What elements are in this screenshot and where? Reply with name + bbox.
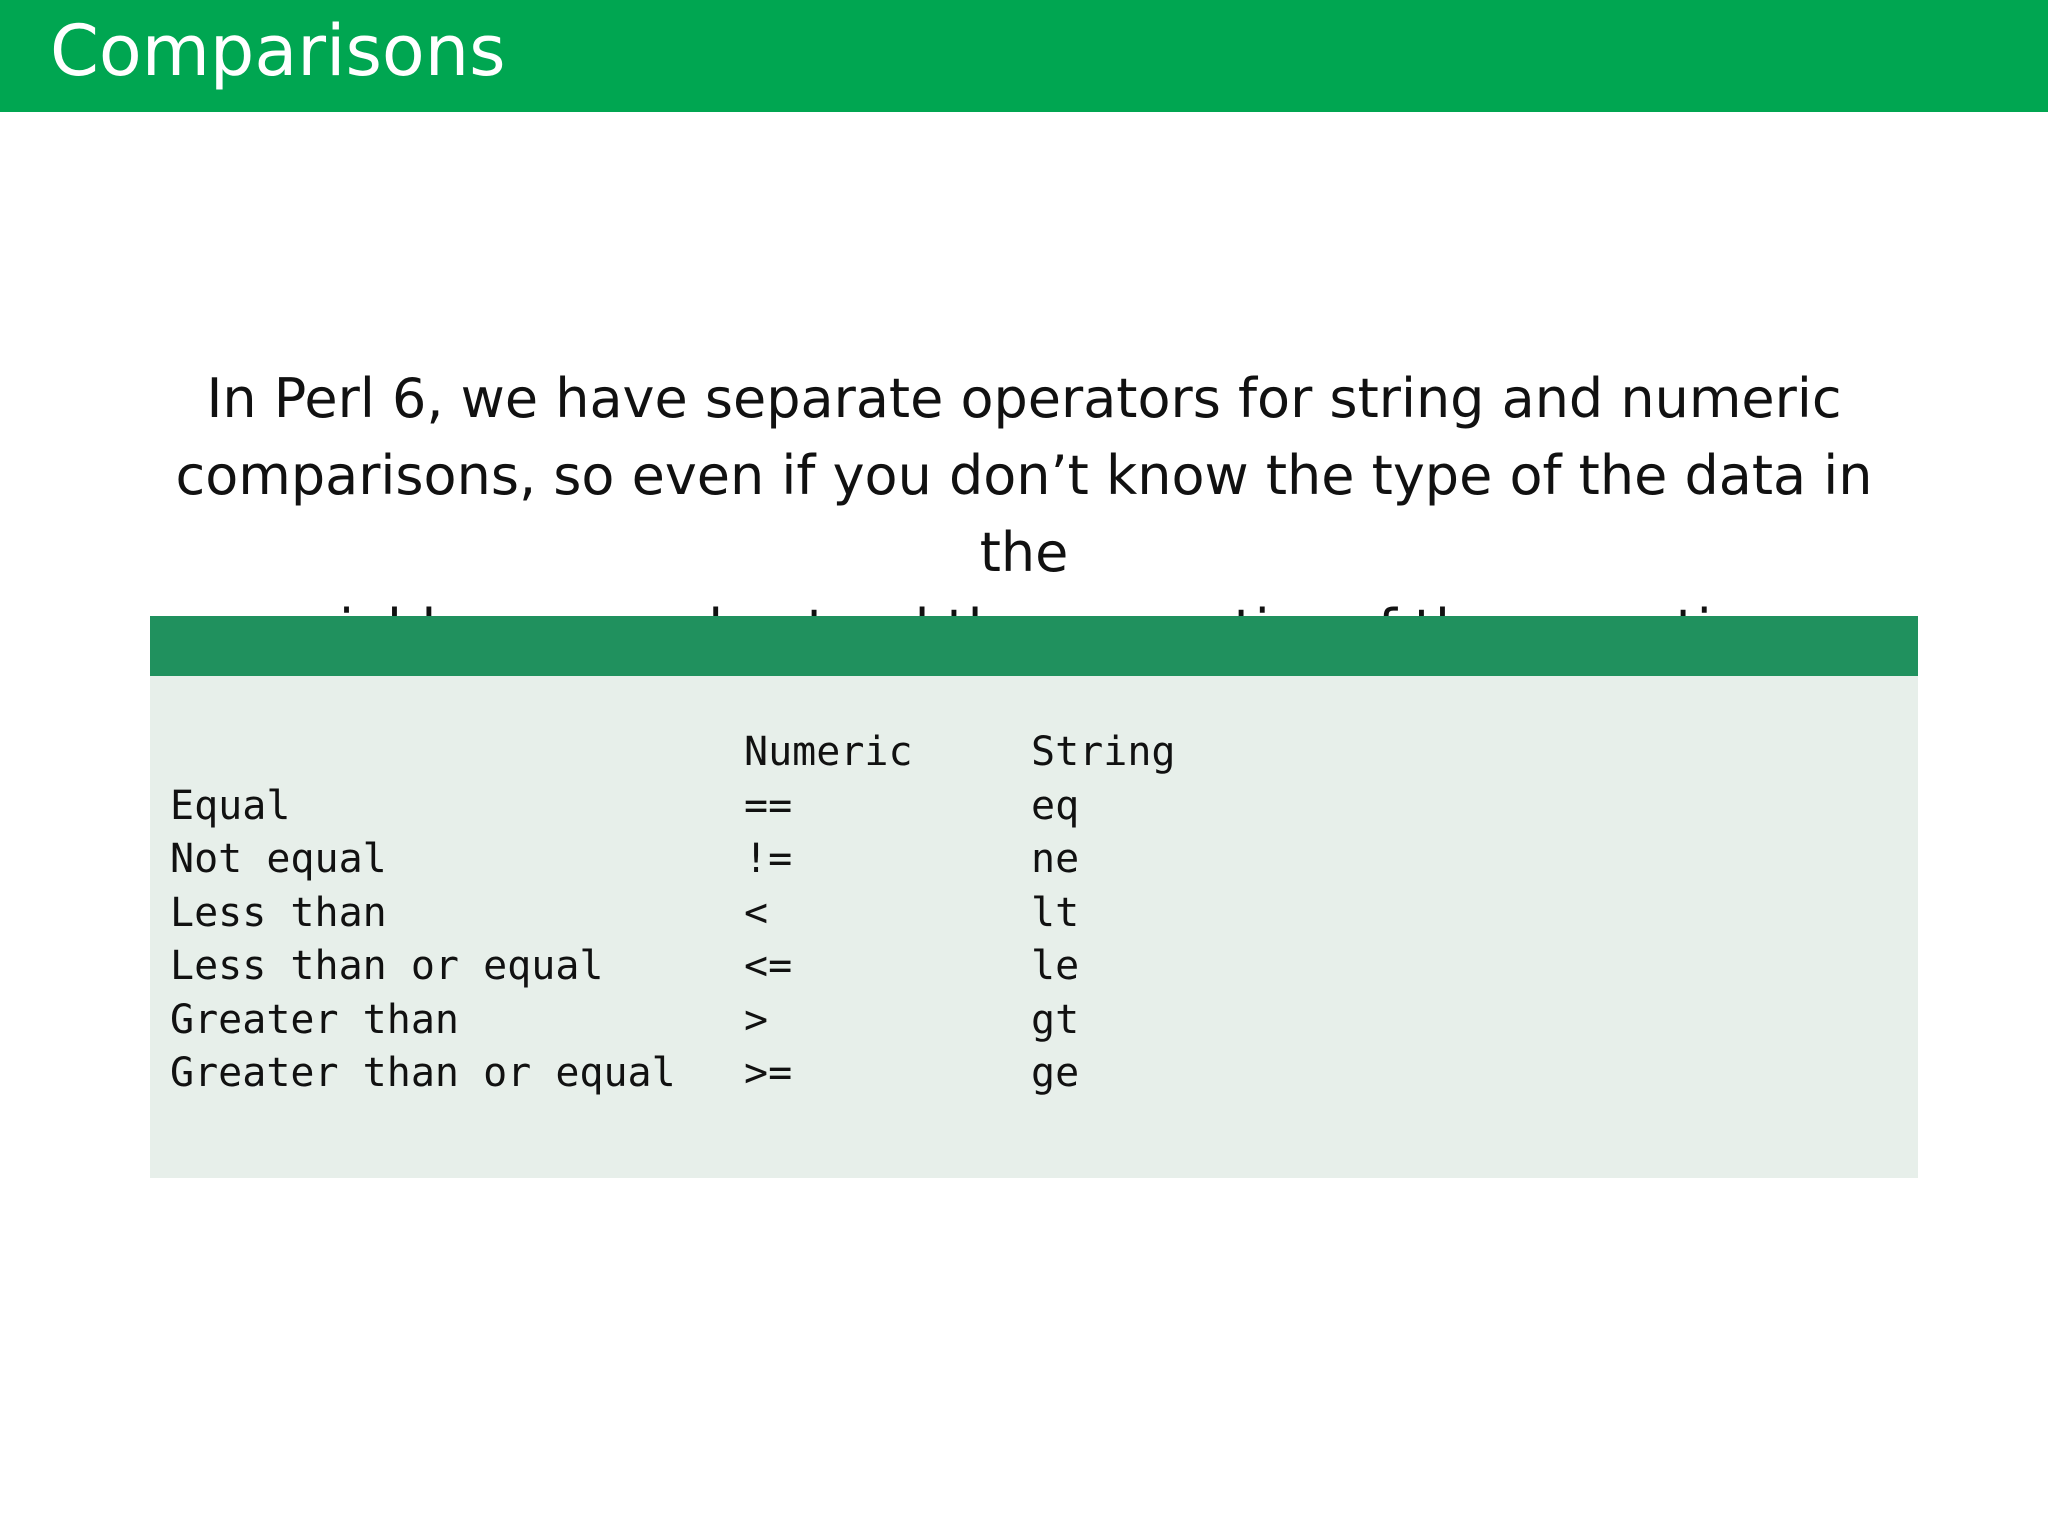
title-bar: [0, 0, 2048, 112]
string-operator: le: [1031, 943, 1080, 989]
operation-name: Greater than or equal: [170, 1050, 676, 1096]
header-numeric: Numeric: [744, 729, 913, 775]
numeric-operator: ==: [744, 782, 793, 829]
operation-name: Less than or equal: [170, 943, 604, 989]
string-operator: lt: [1031, 889, 1080, 936]
string-operator: ge: [1031, 1050, 1080, 1096]
string-operator: ne: [1031, 836, 1080, 882]
table-row: [170, 1047, 1331, 1101]
numeric-operator: >: [744, 996, 769, 1043]
slide-title: Comparisons: [50, 10, 506, 92]
numeric-operator: !=: [744, 836, 793, 882]
header-string: String: [1031, 729, 1176, 775]
string-operator: gt: [1031, 996, 1080, 1043]
string-operator: eq: [1031, 782, 1080, 829]
table-header-row: [170, 726, 1331, 780]
table-row: [170, 940, 1331, 994]
table-row: [170, 887, 1331, 941]
header-operation: [170, 726, 744, 780]
numeric-operator: >=: [744, 1050, 793, 1096]
block-header: [150, 616, 1918, 676]
operators-table: [170, 726, 1331, 1101]
table-row: [170, 833, 1331, 887]
table-row: [170, 780, 1331, 834]
operation-name: Not equal: [170, 836, 387, 882]
operation-name: Less than: [170, 889, 387, 936]
operation-name: Equal: [170, 782, 291, 829]
table-row: [170, 994, 1331, 1048]
intro-line-1: In Perl 6, we have separate operators for string and numeric: [206, 367, 1842, 430]
numeric-operator: <: [744, 889, 769, 936]
operation-name: Greater than: [170, 996, 459, 1043]
numeric-operator: <=: [744, 943, 793, 989]
intro-line-2: comparisons, so even if you don’t know the type of the data in the: [175, 444, 1873, 584]
operators-block: [150, 616, 1918, 1178]
